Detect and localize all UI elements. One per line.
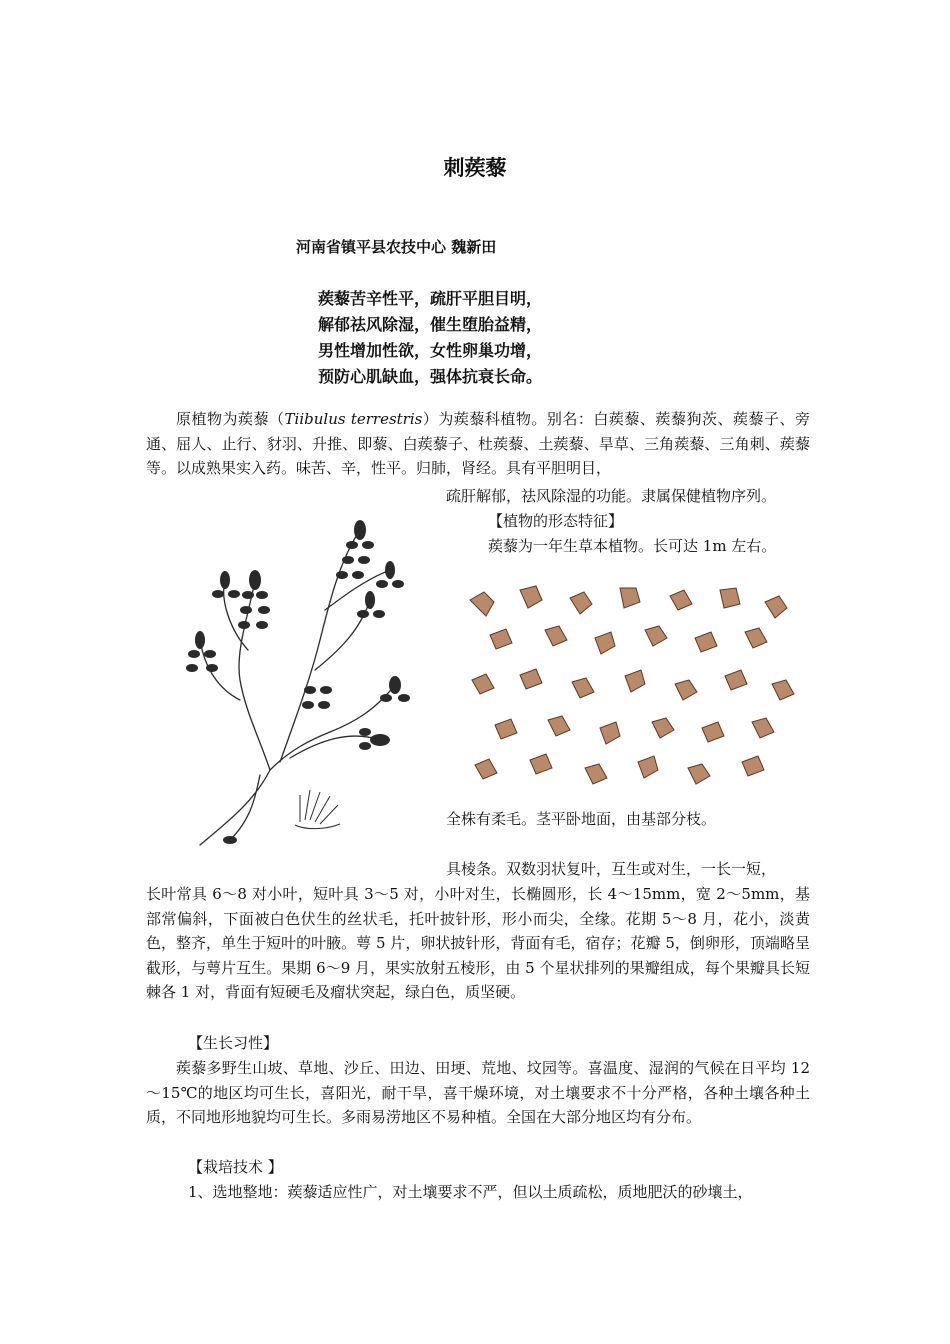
poem: [318, 286, 542, 390]
morphology-heading: 【植物的形态特征】: [488, 512, 624, 530]
document-title: 刺蒺藜: [443, 156, 507, 180]
cultivation-heading: 【栽培技术 】: [188, 1158, 283, 1176]
plant-drawing: [160, 500, 430, 850]
cultivation-item: 1、选地整地：蒺藜适应性广，对土壤要求不严，但以土质疏松，质地肥沃的砂壤土，: [188, 1183, 753, 1201]
poem-line: 预防心肌缺血，强体抗衰长命。: [318, 367, 543, 386]
intro-paragraph: 原植物为蒺藜（Tiibulus terrestris）为蒺藜科植物。别名：白蒺藜、蒺藜狗茨、蒺藜子、旁通、屈人、止行、豺羽、升推、即藜、白蒺藜子、杜蒺藜、土蒺藜、旱草、三角蒺藜、三角刺、蒺藜等。以成熟果实入药。味苦、辛，性平。归肺，肾经。具有平胆明目，: [146, 410, 810, 477]
morphology-line: 具棱条。双数羽状复叶，互生或对生，一长一短，: [446, 860, 777, 878]
latin-name: Tiibulus terrestris: [284, 410, 423, 428]
morphology-line: 全株有柔毛。茎平卧地面，由基部分枝。: [446, 810, 717, 828]
author-line: 河南省镇平县农技中心 魏新田: [296, 238, 497, 256]
growth-heading: 【生长习性】: [188, 1034, 279, 1052]
intro-continuation: 疏肝解郁，祛风除湿的功能。隶属保健植物序列。: [446, 487, 777, 505]
morphology-paragraph: 长叶常具 6～8 对小叶，短叶具 3～5 对，小叶对生，长椭圆形，长 4～15mm，宽 2～5mm，基部常偏斜，下面被白色伏生的丝状毛，托叶披针形，形小而尖，全缘。花期 5～8 月，花小，淡黄色，整齐，单生于短叶的叶腋。萼 5 片，卵状披针形，背面有毛，宿存；花瓣 5，倒卵形，顶端略呈截形，与萼片互生。果期 6～9 月，果实放射五棱形，由 5 个星状排列的果瓣组成，每个果瓣具长短棘各 1 对，背面有短硬毛及瘤状突起，绿白色，质坚硬。: [146, 885, 810, 1001]
poem-line: 解郁祛风除湿，催生堕胎益精，: [318, 315, 543, 334]
poem-line: 男性增加性欲，女性卵巢功增，: [318, 341, 543, 360]
poem-line: 蒺藜苦辛性平，疏肝平胆目明，: [318, 289, 543, 308]
morphology-line: 蒺藜为一年生草本植物。长可达 1m 左右。: [488, 537, 777, 555]
growth-paragraph: 蒺藜多野生山坡、草地、沙丘、田边、田埂、荒地、坟园等。喜温度、湿润的气候在日平均 12～15℃的地区均可生长，喜阳光，耐干旱，喜干燥环境，对土壤要求不十分严格，各种土壤各种土质，不同地形地貌均可生长。多雨易涝地区不易种植。全国在大部分地区均有分布。: [146, 1059, 810, 1126]
fruit-photo: [460, 580, 805, 790]
